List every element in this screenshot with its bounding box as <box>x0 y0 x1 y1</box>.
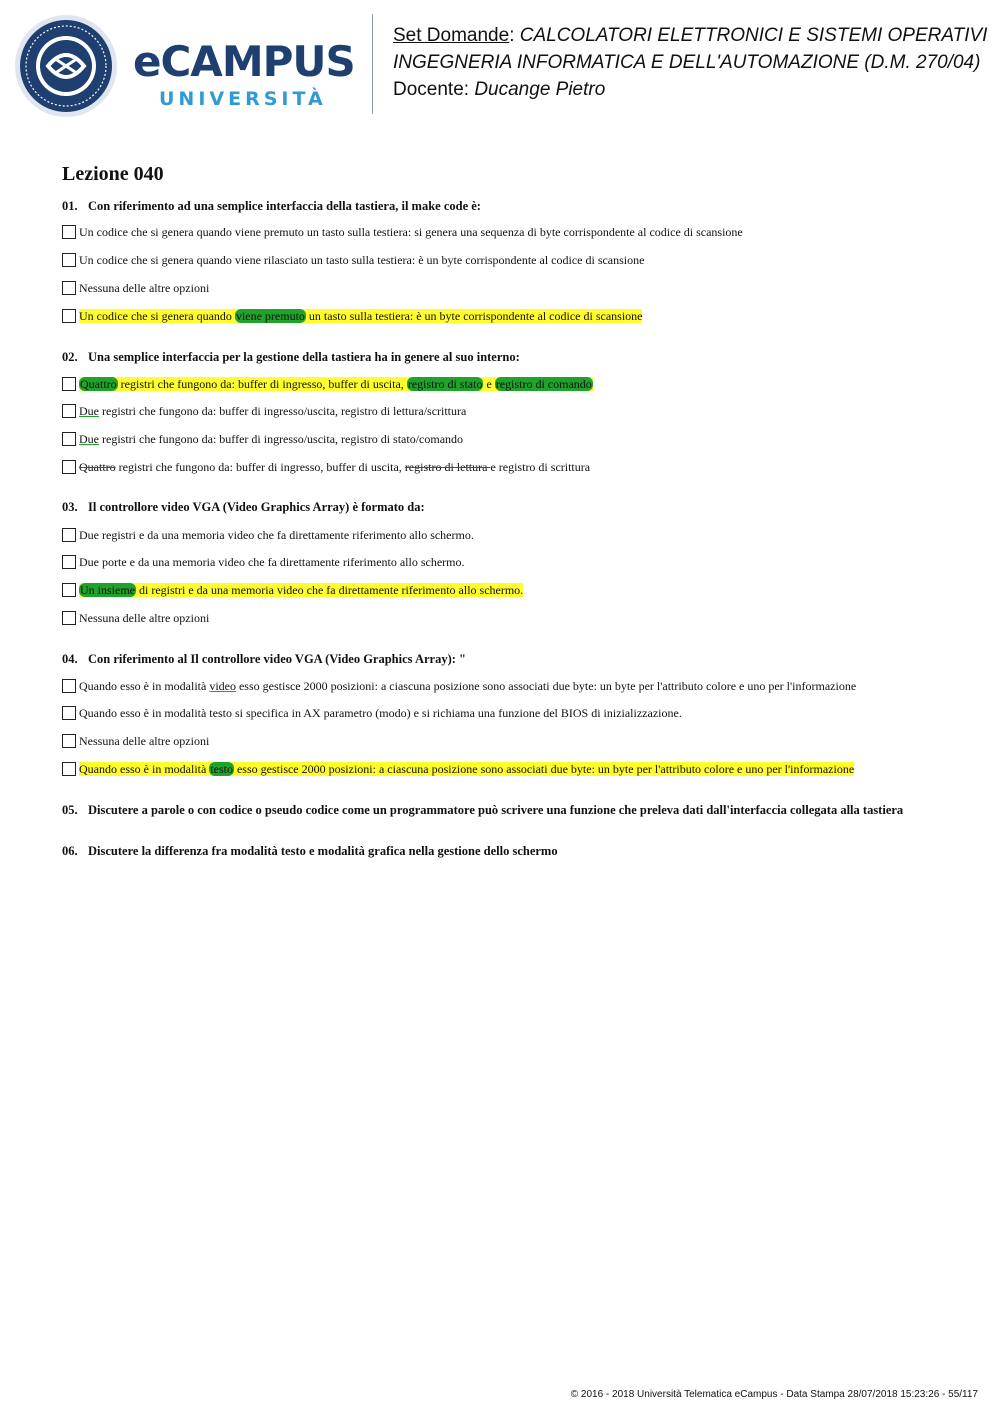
checkbox[interactable] <box>62 225 76 239</box>
checkbox[interactable] <box>62 528 76 542</box>
option-text: di registri e da una memoria video che fa direttamente riferimento allo schermo. <box>136 583 524 597</box>
checkbox[interactable] <box>62 281 76 295</box>
question-text: Discutere a parole o con codice o pseudo codice come un programmatore può scrivere una funzione che preleva dati dall'interfaccia collegata alla tastiera <box>88 803 904 817</box>
option-02-d[interactable] <box>62 459 962 475</box>
highlighted-answer <box>79 309 642 323</box>
teacher-label: Docente: <box>393 79 470 100</box>
checkbox[interactable] <box>62 706 76 720</box>
option-02-c[interactable] <box>62 431 962 447</box>
option-03-b[interactable] <box>62 554 962 570</box>
checkbox[interactable] <box>62 253 76 267</box>
highlighted-answer <box>79 377 593 391</box>
option-02-b[interactable] <box>62 403 962 419</box>
option-text: Nessuna delle altre opzioni <box>79 611 210 625</box>
highlighted-answer <box>79 762 854 776</box>
option-text: registri che fungono da: buffer di ingresso, buffer di uscita, <box>115 460 405 474</box>
checkbox[interactable] <box>62 583 76 597</box>
set-label: Set Domande <box>393 25 510 46</box>
option-text: registri che fungono da: buffer di ingresso/uscita, registro di lettura/scrittura <box>99 404 467 418</box>
checkbox[interactable] <box>62 404 76 418</box>
ecampus-logo <box>133 38 358 116</box>
option-text: Nessuna delle altre opzioni <box>79 281 210 295</box>
checkbox[interactable] <box>62 555 76 569</box>
question-number: 05. <box>62 803 78 817</box>
green-highlight: viene premuto <box>235 309 305 323</box>
option-text: esso gestisce 2000 posizioni: a ciascuna posizione sono associati due byte: un byte per l'attributo colore e uno per l'informazione <box>235 679 857 693</box>
question-number: 06. <box>62 844 78 858</box>
question-text: Con riferimento al Il controllore video VGA (Video Graphics Array): " <box>88 652 466 666</box>
option-04-c[interactable] <box>62 733 962 749</box>
question-text: Il controllore video VGA (Video Graphics Array) è formato da: <box>88 500 425 514</box>
question-text: Discutere la differenza fra modalità testo e modalità grafica nella gestione dello schermo <box>88 844 558 858</box>
checkbox[interactable] <box>62 762 76 776</box>
checkbox[interactable] <box>62 460 76 474</box>
option-01-b[interactable] <box>62 252 962 268</box>
green-highlight: registro di stato <box>407 377 483 391</box>
course-info: Set Domande: CALCOLATORI ELETTRONICI E SISTEMI OPERATIVI INGEGNERIA INFORMATICA E DELL'AUTOMAZIONE (D.M. 270/04) Docente: Ducange Pietro <box>393 25 988 100</box>
underlined-word: Due <box>79 432 99 446</box>
teacher-name: Ducange Pietro <box>474 79 606 100</box>
option-03-a[interactable] <box>62 527 962 543</box>
option-01-a[interactable] <box>62 224 962 240</box>
logo-subtitle: UNIVERSITÀ <box>159 88 327 110</box>
course-name: CALCOLATORI ELETTRONICI E SISTEMI OPERATIVI <box>519 25 988 46</box>
question-text: Con riferimento ad una semplice interfaccia della tastiera, il make code è: <box>88 199 481 213</box>
option-03-d[interactable] <box>62 610 962 626</box>
question-number: 03. <box>62 500 78 514</box>
option-text: Un codice che si genera quando viene rilasciato un tasto sulla testiera: è un byte corrispondente al codice di scansione <box>79 253 645 267</box>
question-01 <box>62 198 962 214</box>
option-04-a[interactable] <box>62 678 962 694</box>
struck-word: Quattro <box>79 460 116 474</box>
option-text: Nessuna delle altre opzioni <box>79 734 210 748</box>
checkbox[interactable] <box>62 679 76 693</box>
option-text: e <box>483 377 495 391</box>
question-text: Una semplice interfaccia per la gestione della tastiera ha in genere al suo interno: <box>88 350 520 364</box>
question-number: 04. <box>62 652 78 666</box>
green-highlight: Un insieme <box>80 583 135 597</box>
option-text: Quando esso è in modalità <box>79 762 210 776</box>
question-06 <box>62 843 962 859</box>
question-number: 01. <box>62 199 78 213</box>
option-text: esso gestisce 2000 posizioni: a ciascuna posizione sono associati due byte: un byte per l'attributo colore e uno per l'informazione <box>233 762 855 776</box>
option-text: Due porte e da una memoria video che fa direttamente riferimento allo schermo. <box>79 555 465 569</box>
ecampus-seal-icon <box>14 14 118 118</box>
degree-name: INGEGNERIA INFORMATICA E DELL'AUTOMAZIONE (D.M. 270/04) <box>393 52 981 73</box>
checkbox[interactable] <box>62 432 76 446</box>
underlined-word: Due <box>79 404 99 418</box>
checkbox[interactable] <box>62 377 76 391</box>
page-footer: © 2016 - 2018 Università Telematica eCampus - Data Stampa 28/07/2018 15:23:26 - 55/117 <box>570 1389 978 1400</box>
question-03 <box>62 499 962 515</box>
option-text: Un codice che si genera quando <box>79 309 235 323</box>
option-02-a[interactable] <box>62 376 962 392</box>
option-04-d[interactable] <box>62 761 962 777</box>
highlighted-answer <box>79 583 523 597</box>
option-text: un tasto sulla testiera: è un byte corrispondente al codice di scansione <box>305 309 643 323</box>
option-text: Un codice che si genera quando viene premuto un tasto sulla testiera: si genera una sequenza di byte corrispondente al codice di scansione <box>79 225 743 239</box>
option-text: registri che fungono da: buffer di ingresso/uscita, registro di stato/comando <box>99 432 464 446</box>
underlined-word: video <box>209 679 236 693</box>
checkbox[interactable] <box>62 734 76 748</box>
logo-brand: eCAMPUS <box>133 37 355 86</box>
green-highlight: Quattro <box>80 377 117 391</box>
option-text: registri che fungono da: buffer di ingresso, buffer di uscita, <box>117 377 407 391</box>
option-text: e registro di scrittura <box>490 460 591 474</box>
option-text: Due registri e da una memoria video che fa direttamente riferimento allo schermo. <box>79 528 474 542</box>
lesson-title: Lezione 040 <box>62 163 164 185</box>
question-05 <box>62 802 962 818</box>
option-text: Quando esso è in modalità testo si specifica in AX parametro (modo) e si richiama una funzione del BIOS di inizializzazione. <box>79 706 682 720</box>
option-text: Quando esso è in modalità <box>79 679 210 693</box>
page-header <box>0 0 1000 130</box>
question-04 <box>62 651 962 667</box>
green-highlight: testo <box>210 762 233 776</box>
option-03-c[interactable] <box>62 582 962 598</box>
option-01-d[interactable] <box>62 308 962 324</box>
struck-word: registro di lettura <box>404 460 491 474</box>
checkbox[interactable] <box>62 611 76 625</box>
checkbox[interactable] <box>62 309 76 323</box>
header-divider <box>372 14 373 114</box>
option-01-c[interactable] <box>62 280 962 296</box>
option-04-b[interactable] <box>62 705 962 721</box>
question-02 <box>62 349 962 365</box>
green-highlight: registro di comando <box>495 377 592 391</box>
question-number: 02. <box>62 350 78 364</box>
